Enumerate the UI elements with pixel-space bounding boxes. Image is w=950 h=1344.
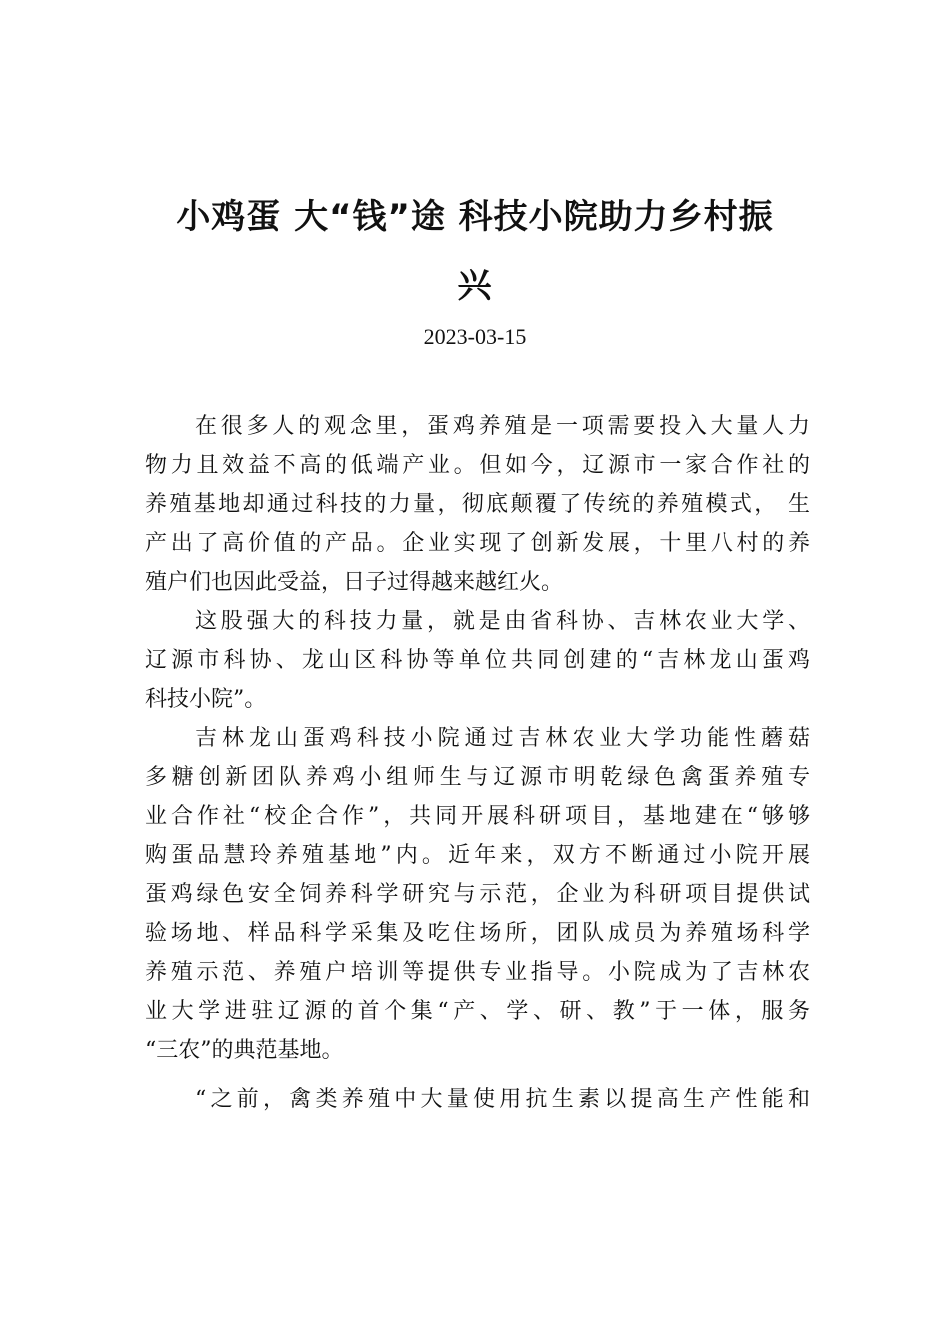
paragraph-3-line-4: 购蛋品慧玲养殖基地”内。近年来，双方不断通过小院开展	[145, 843, 810, 868]
paragraph-3-line-5: 蛋鸡绿色安全饲养科学研究与示范，企业为科研项目提供试	[145, 882, 810, 907]
paragraph-3-line-6: 验场地、样品科学采集及吃住场所，团队成员为养殖场科学	[145, 921, 810, 946]
paragraph-1-line-2: 物力且效益不高的低端产业。但如今，辽源市一家合作社的	[145, 453, 810, 478]
paragraph-2-line-2: 辽源市科协、龙山区科协等单位共同创建的“吉林龙山蛋鸡	[145, 648, 810, 673]
article-title-line-1: 小鸡蛋 大“钱”途 科技小院助力乡村振	[176, 197, 774, 237]
paragraph-3-line-1: 吉林龙山蛋鸡科技小院通过吉林农业大学功能性蘑菇	[195, 726, 810, 751]
article-date: 2023-03-15	[423, 324, 527, 349]
paragraph-3-line-9: “三农”的典范基地。	[145, 1038, 344, 1063]
paragraph-2-line-3: 科技小院”。	[145, 687, 267, 712]
paragraph-3-line-8: 业大学进驻辽源的首个集“产、学、研、教”于一体，服务	[145, 999, 810, 1024]
paragraph-3-line-7: 养殖示范、养殖户培训等提供专业指导。小院成为了吉林农	[145, 960, 810, 985]
paragraph-4-line-1: “之前，禽类养殖中大量使用抗生素以提高生产性能和	[195, 1087, 810, 1112]
paragraph-3-line-2: 多糖创新团队养鸡小组师生与辽源市明乾绿色禽蛋养殖专	[145, 765, 810, 790]
paragraph-1-line-1: 在很多人的观念里，蛋鸡养殖是一项需要投入大量人力	[195, 414, 810, 439]
paragraph-3-line-3: 业合作社“校企合作”，共同开展科研项目，基地建在“够够	[145, 804, 810, 829]
paragraph-1-line-3: 养殖基地却通过科技的力量，彻底颠覆了传统的养殖模式， 生	[145, 492, 810, 517]
paragraph-1-line-5: 殖户们也因此受益，日子过得越来越红火。	[145, 570, 564, 595]
article-title-line-2: 兴	[457, 266, 493, 306]
paragraph-1-line-4: 产出了高价值的产品。企业实现了创新发展，十里八村的养	[145, 531, 810, 556]
paragraph-2-line-1: 这股强大的科技力量，就是由省科协、吉林农业大学、	[195, 609, 810, 634]
